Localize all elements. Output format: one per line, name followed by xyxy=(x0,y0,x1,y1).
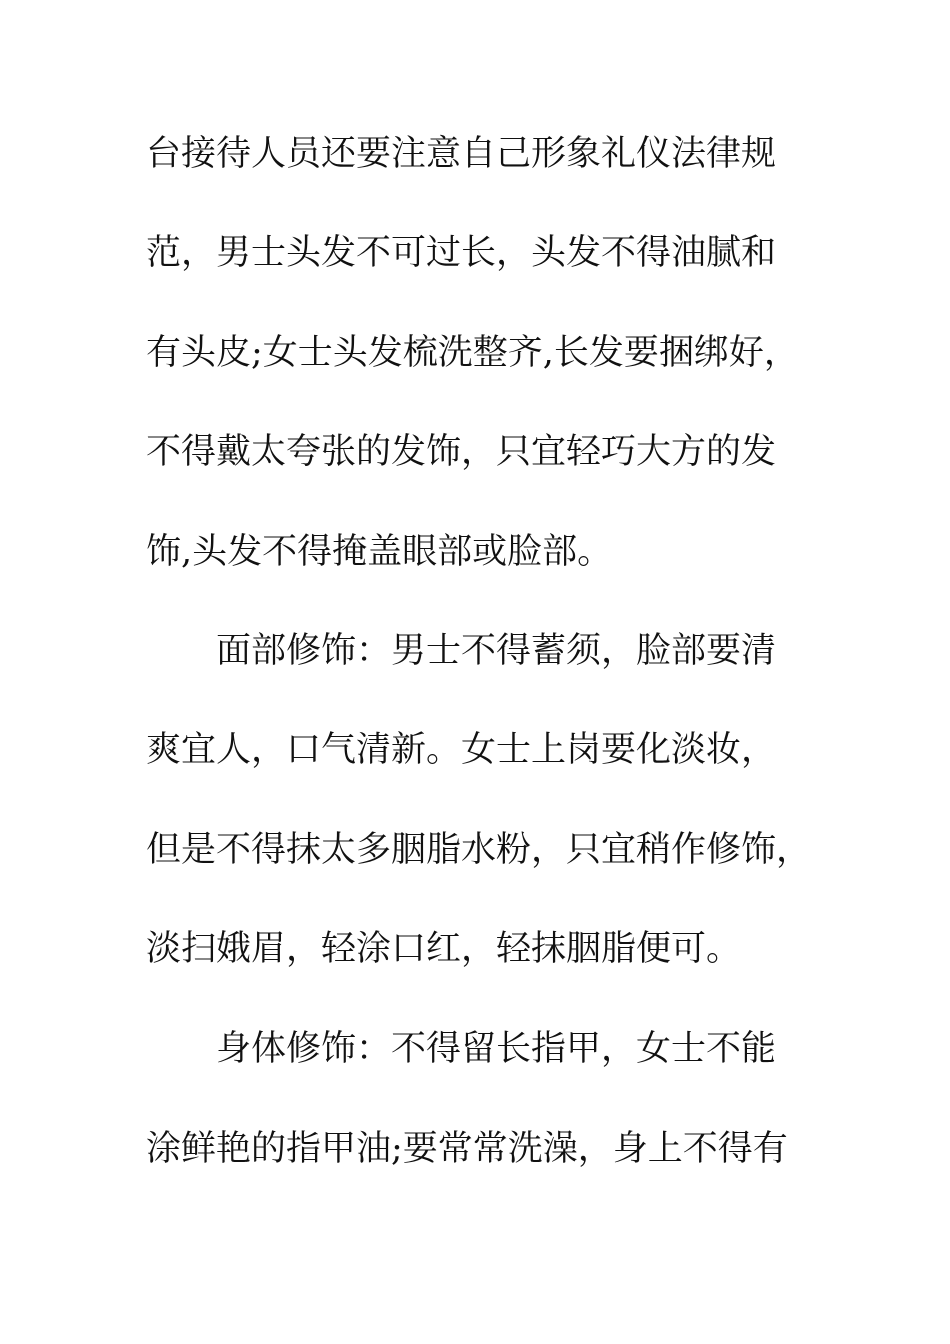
text-line: 爽宜人，口气清新。女士上岗要化淡妆， xyxy=(146,730,777,770)
paragraph-start-line: 面部修饰：男士不得蓄须，脸部要清 xyxy=(216,631,777,671)
paragraph-start-line: 身体修饰：不得留长指甲，女士不能 xyxy=(216,1029,777,1069)
text-line: 涂鲜艳的指甲油;要常常洗澡，身上不得有 xyxy=(146,1129,788,1169)
text-line: 不得戴太夸张的发饰，只宜轻巧大方的发 xyxy=(146,432,777,472)
text-line: 饰,头发不得掩盖眼部或脸部。 xyxy=(146,532,613,572)
text-line: 有头皮;女士头发梳洗整齐,长发要捆绑好， xyxy=(146,333,799,373)
text-line: 淡扫娥眉，轻涂口红，轻抹胭脂便可。 xyxy=(146,929,742,969)
text-line: 但是不得抹太多胭脂水粉，只宜稍作修饰， xyxy=(146,830,812,870)
text-line: 台接待人员还要注意自己形象礼仪法律规 xyxy=(146,134,777,174)
text-line: 范，男士头发不可过长，头发不得油腻和 xyxy=(146,233,777,273)
